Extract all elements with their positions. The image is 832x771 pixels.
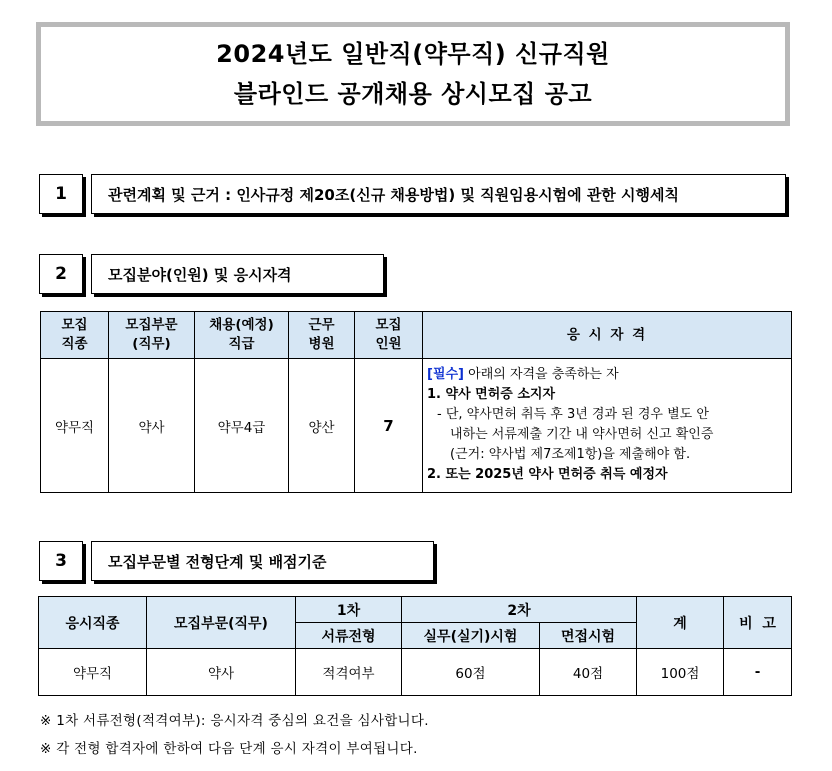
cell-apply-job: 약무직 <box>39 649 147 696</box>
section-1-title: 관련계획 및 근거 : 인사규정 제20조(신규 채용방법) 및 직원임용시험에 관한 시행세칙 <box>91 174 786 214</box>
col-job-type: 모집 직종 <box>41 312 109 359</box>
col-stage2: 2차 <box>402 597 637 623</box>
section-3-title: 모집부문별 전형단계 및 배점기준 <box>91 541 434 581</box>
section-1-number: 1 <box>39 174 83 214</box>
title-box <box>36 22 790 126</box>
section-2-title: 모집분야(인원) 및 응시자격 <box>91 254 384 294</box>
note-2: ※ 각 전형 합격자에 한하여 다음 단계 응시 자격이 부여됩니다. <box>40 741 418 757</box>
col-interview: 면접시험 <box>540 623 637 649</box>
cell-grade: 약무4급 <box>195 359 289 493</box>
qual-item2: 2. 또는 2025년 약사 면허증 취득 예정자 <box>427 467 668 482</box>
cell-hospital: 양산 <box>289 359 355 493</box>
recruit-header-row <box>41 312 792 359</box>
cell-job-type: 약무직 <box>41 359 109 493</box>
cell-qualification <box>423 359 792 493</box>
col-practical-exam: 실무(실기)시험 <box>402 623 540 649</box>
col-total: 계 <box>637 597 724 649</box>
col-doc-screening: 서류전형 <box>296 623 402 649</box>
cell-apply-dept: 약사 <box>147 649 296 696</box>
table-row <box>39 649 792 696</box>
col-count: 모집 인원 <box>355 312 423 359</box>
cell-total: 100점 <box>637 649 724 696</box>
col-apply-dept: 모집부문(직무) <box>147 597 296 649</box>
col-remark: 비 고 <box>724 597 792 649</box>
section-2-number: 2 <box>39 254 83 294</box>
cell-practical-exam: 60점 <box>402 649 540 696</box>
qual-item1-note2: 내하는 서류제출 기간 내 약사면허 신고 확인증 <box>450 427 714 442</box>
cell-dept: 약사 <box>109 359 195 493</box>
qual-intro-text: 아래의 자격을 충족하는 자 <box>464 367 619 382</box>
score-table <box>38 596 792 696</box>
col-apply-job: 응시직종 <box>39 597 147 649</box>
cell-count: 7 <box>355 359 423 493</box>
section-3-number: 3 <box>39 541 83 581</box>
col-qualification: 응 시 자 격 <box>423 312 792 359</box>
cell-interview: 40점 <box>540 649 637 696</box>
page-title-line1: 2024년도 일반직(약무직) 신규직원 <box>216 40 610 68</box>
qual-item1-note3: (근거: 약사법 제7조제1항)을 제출해야 함. <box>450 447 691 462</box>
col-grade: 채용(예정) 직급 <box>195 312 289 359</box>
qual-item1-note1: - 단, 약사면허 취득 후 3년 경과 된 경우 별도 안 <box>437 407 709 422</box>
col-hospital: 근무 병원 <box>289 312 355 359</box>
qual-intro <box>427 365 787 385</box>
required-tag: [필수] <box>427 367 464 382</box>
note-1: ※ 1차 서류전형(적격여부): 응시자격 중심의 요건을 심사합니다. <box>40 713 429 729</box>
col-stage1: 1차 <box>296 597 402 623</box>
cell-remark: - <box>724 649 792 696</box>
score-header-row-1 <box>39 597 792 623</box>
qual-item1: 1. 약사 면허증 소지자 <box>427 387 556 402</box>
table-row <box>41 359 792 493</box>
cell-doc-screening: 적격여부 <box>296 649 402 696</box>
col-dept: 모집부문 (직무) <box>109 312 195 359</box>
page-title-line2: 블라인드 공개채용 상시모집 공고 <box>233 80 593 108</box>
recruit-table <box>40 311 792 493</box>
